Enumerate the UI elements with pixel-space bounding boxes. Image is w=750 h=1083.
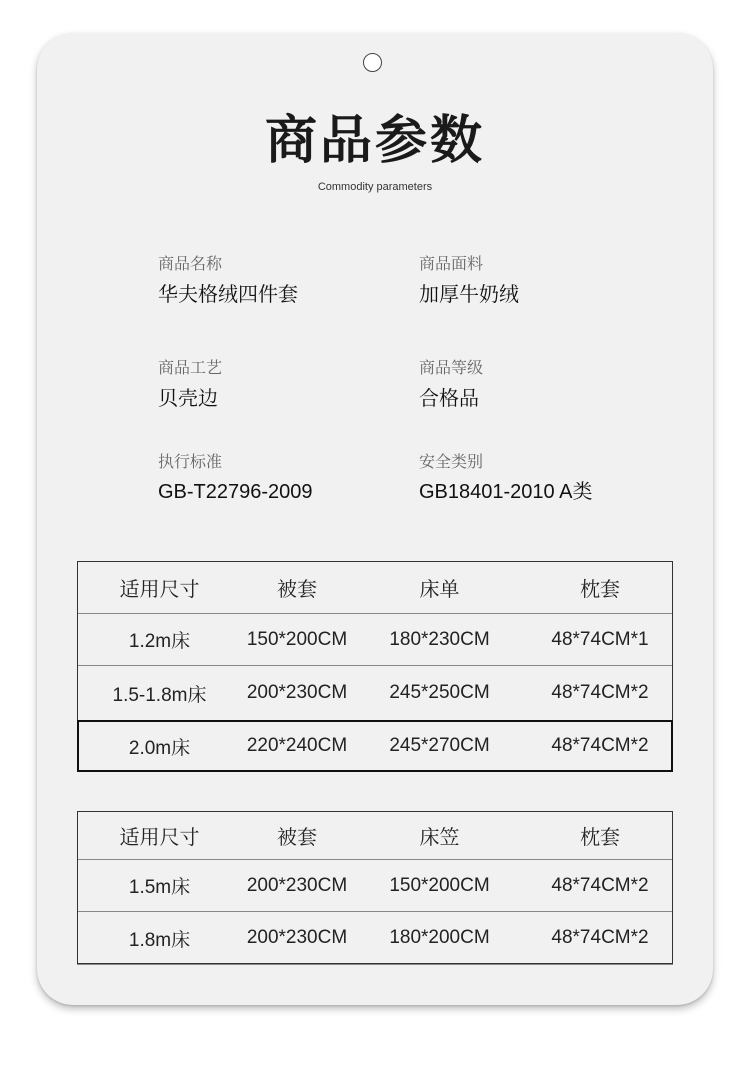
table-cell: 48*74CM*2 — [527, 721, 673, 772]
param-label: 商品面料 — [419, 254, 484, 273]
param-value: 贝壳边 — [158, 386, 218, 410]
table-header-cell: 被套 — [242, 562, 352, 614]
param-label: 执行标准 — [158, 452, 223, 471]
param-standard — [158, 451, 398, 505]
param-value: 华夫格绒四件套 — [158, 282, 298, 306]
table-cell: 48*74CM*2 — [527, 666, 673, 721]
table-header-cell: 适用尺寸 — [77, 812, 242, 860]
table-row — [77, 666, 673, 721]
param-label: 安全类别 — [419, 452, 484, 471]
size-table-sheet — [77, 561, 673, 772]
param-value: 加厚牛奶绒 — [419, 282, 519, 306]
param-value: GB18401-2010 A类 — [419, 481, 593, 503]
table-header-cell: 床单 — [352, 562, 527, 614]
page-title: 商品参数 — [264, 111, 485, 171]
table-cell: 200*230CM — [242, 860, 352, 912]
table-cell: 1.5-1.8m床 — [77, 666, 242, 721]
table-cell: 245*250CM — [352, 666, 527, 721]
table-header-row — [77, 812, 673, 860]
table-cell: 200*230CM — [242, 912, 352, 965]
table-cell: 220*240CM — [242, 721, 352, 772]
table-cell: 180*230CM — [352, 614, 527, 666]
page-subtitle: Commodity parameters — [317, 181, 433, 193]
param-fabric — [419, 253, 659, 307]
table-header-cell: 床笠 — [352, 812, 527, 860]
param-value: 合格品 — [419, 386, 479, 410]
table-row — [77, 614, 673, 666]
table-cell: 180*200CM — [352, 912, 527, 965]
table-header-cell: 枕套 — [527, 562, 673, 614]
param-craft — [158, 357, 398, 411]
param-label: 商品工艺 — [158, 358, 223, 377]
table-cell: 150*200CM — [352, 860, 527, 912]
table-cell: 48*74CM*2 — [527, 912, 673, 965]
table-cell: 1.8m床 — [77, 912, 242, 965]
param-label: 商品名称 — [158, 254, 223, 273]
table-cell: 2.0m床 — [77, 721, 242, 772]
hang-hole-icon — [363, 53, 382, 72]
table-row — [77, 912, 673, 965]
param-product-name — [158, 253, 398, 307]
table-cell: 200*230CM — [242, 666, 352, 721]
param-grade — [419, 357, 659, 411]
param-value: GB-T22796-2009 — [158, 481, 313, 503]
table-cell: 150*200CM — [242, 614, 352, 666]
param-safety — [419, 451, 659, 505]
table-row — [77, 721, 673, 772]
table-cell: 1.5m床 — [77, 860, 242, 912]
param-label: 商品等级 — [419, 358, 484, 377]
table-cell: 48*74CM*1 — [527, 614, 673, 666]
table-cell: 1.2m床 — [77, 614, 242, 666]
table-header-cell: 适用尺寸 — [77, 562, 242, 614]
table-row — [77, 860, 673, 912]
size-table-fitted-sheet — [77, 811, 673, 965]
table-header-cell: 被套 — [242, 812, 352, 860]
table-header-row — [77, 562, 673, 614]
table-header-cell: 枕套 — [527, 812, 673, 860]
table-cell: 245*270CM — [352, 721, 527, 772]
parameter-card — [37, 33, 713, 1005]
table-cell: 48*74CM*2 — [527, 860, 673, 912]
